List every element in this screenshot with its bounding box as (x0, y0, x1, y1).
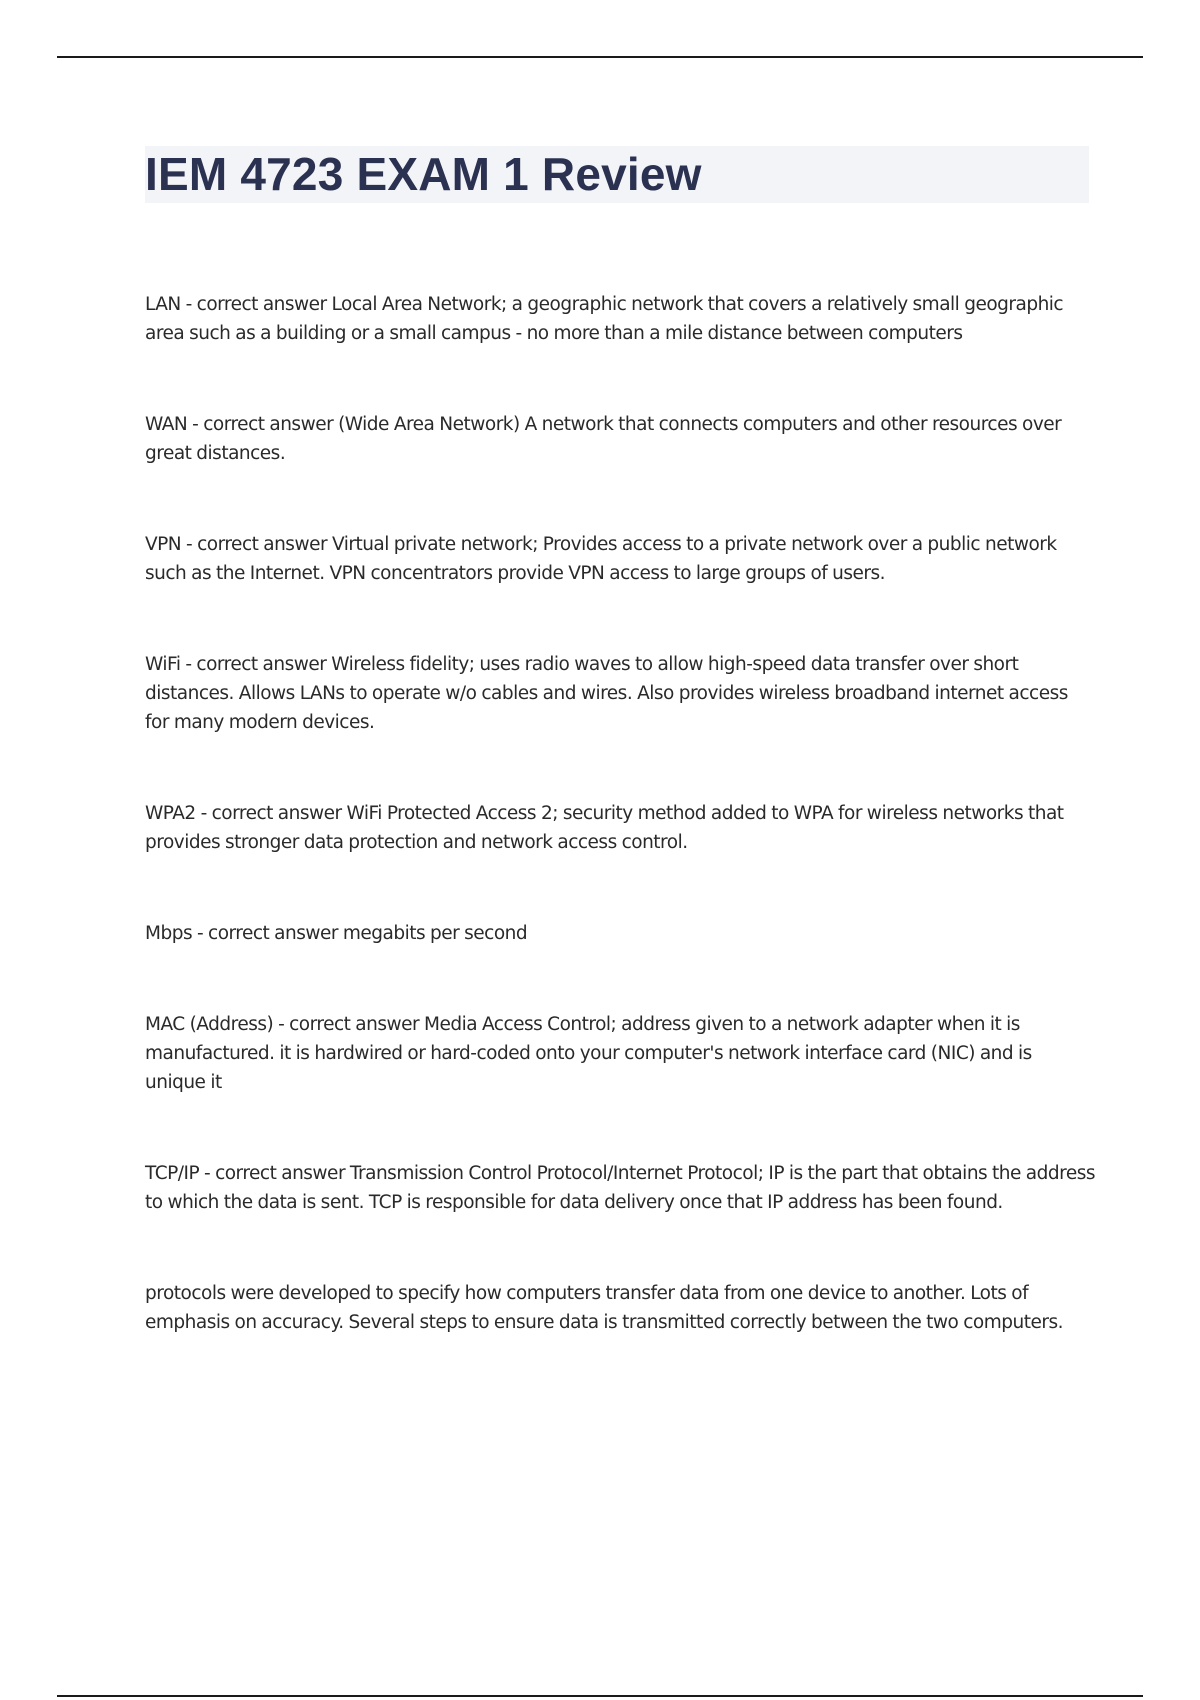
entry-wpa2: WPA2 - correct answer WiFi Protected Access 2; security method added to WPA for wireless networks that provides stronger data protection and network access control. (145, 803, 1064, 853)
entry-tcp-ip: TCP/IP - correct answer Transmission Control Protocol/Internet Protocol; IP is the part that obtains the address to which the data is sent. TCP is responsible for data delivery once that IP address has been found. (145, 1163, 1095, 1213)
entry-mac-address: MAC (Address) - correct answer Media Access Control; address given to a network adapter when it is manufactured. it is hardwired or hard-coded onto your computer's network interface card (NIC) and is unique it (145, 1014, 1032, 1093)
entry-wifi: WiFi - correct answer Wireless fidelity; uses radio waves to allow high-speed data transfer over short distances. Allows LANs to operate w/o cables and wires. Also provides wireless broadband internet access for many modern devices. (145, 654, 1068, 733)
top-divider (57, 56, 1143, 58)
entry-wan: WAN - correct answer (Wide Area Network) A network that connects computers and other resources over great distances. (145, 414, 1062, 464)
bottom-divider (57, 1695, 1143, 1697)
entry-vpn: VPN - correct answer Virtual private network; Provides access to a private network over a public network such as the Internet. VPN concentrators provide VPN access to large groups of users. (145, 534, 1057, 584)
page-title: IEM 4723 EXAM 1 Review (145, 148, 702, 200)
entry-protocols: protocols were developed to specify how computers transfer data from one device to another. Lots of emphasis on accuracy. Several steps to ensure data is transmitted correctly between the two computers. (145, 1283, 1063, 1333)
review-entries (145, 290, 1095, 1399)
entry-lan: LAN - correct answer Local Area Network; a geographic network that covers a relatively small geographic area such as a building or a small campus - no more than a mile distance between computers (145, 294, 1064, 344)
entry-mbps: Mbps - correct answer megabits per second (145, 923, 528, 944)
